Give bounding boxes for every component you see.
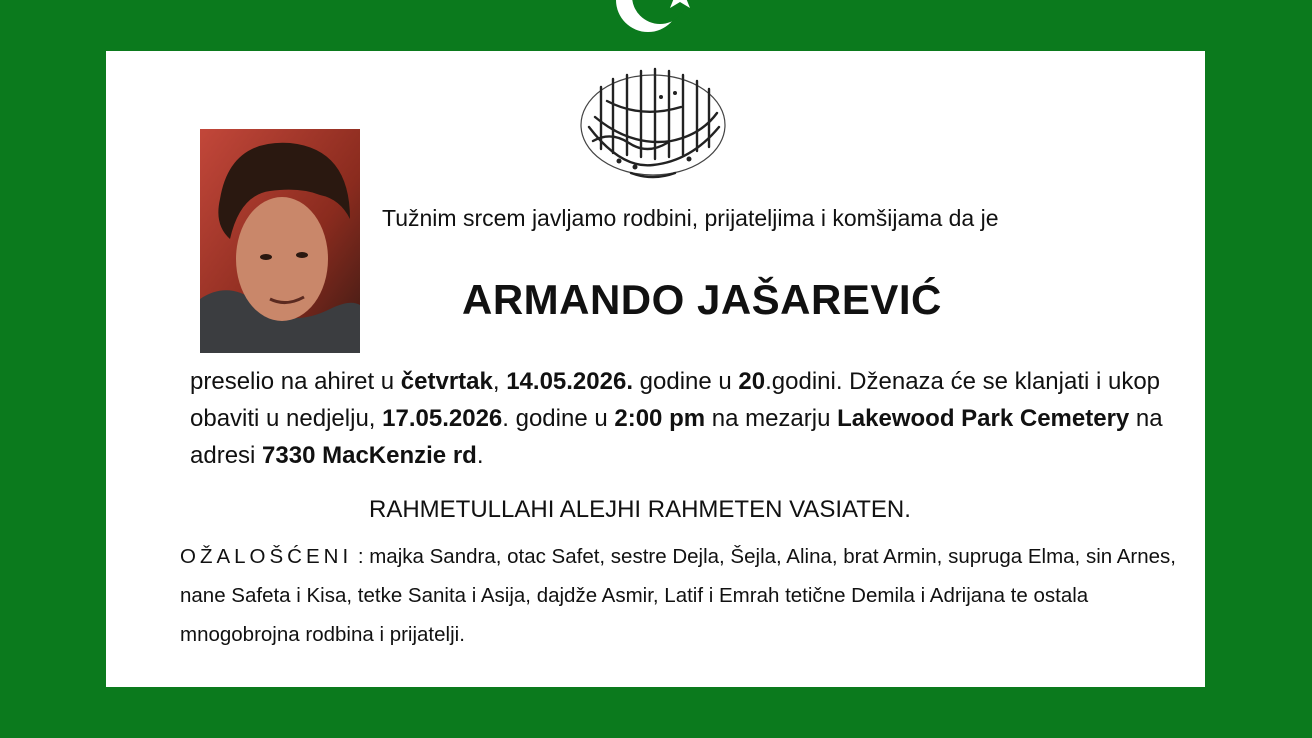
- deceased-name: ARMANDO JAŠAREVIĆ: [462, 276, 942, 323]
- details-bold-segment: 2:00 pm: [614, 405, 706, 432]
- prayer-line: RAHMETULLAHI ALEJHI RAHMETEN VASIATEN.: [369, 496, 911, 523]
- mourners-label: OŽALOŠĆENI: [180, 545, 353, 568]
- portrait-photo: [200, 129, 360, 353]
- mourners-text: : majka Sandra, otac Safet, sestre Dejla, Šejla, Alina, brat Armin, supruga Elma, sin Arnes, nane Safeta i Kisa, tetke Sanita i Asija, dajdže Asmir, Latif i Emrah tetične Demila i Adrijana te ostala mnogobrojna rodbina i prijatelji.: [180, 545, 1176, 646]
- obituary-card: [106, 51, 1205, 687]
- arabic-calligraphy-icon: [571, 57, 736, 187]
- mourners-list: [180, 537, 1190, 654]
- details-segment: .godini. Dženaza će se klanjati i ukop obaviti u nedjelju,: [190, 368, 1161, 432]
- crescent-star-icon: [600, 0, 710, 40]
- details-segment: na mezarju: [705, 405, 838, 432]
- details-segment: .: [476, 442, 484, 469]
- details-segment: . godine u: [502, 405, 615, 432]
- details-segment: godine u: [633, 368, 739, 395]
- details-segment: preselio na ahiret u: [190, 368, 401, 395]
- details-bold-segment: 17.05.2026: [382, 405, 503, 432]
- details-segment: na adresi: [190, 405, 1163, 469]
- details-bold-segment: 7330 MacKenzie rd: [262, 442, 477, 469]
- details-bold-segment: 20: [738, 368, 766, 395]
- details-bold-segment: 14.05.2026.: [506, 368, 633, 395]
- details-bold-segment: Lakewood Park Cemetery: [837, 405, 1130, 432]
- details-segment: ,: [492, 368, 507, 395]
- details-bold-segment: četvrtak: [400, 368, 493, 395]
- funeral-details: [190, 363, 1190, 474]
- intro-text: Tužnim srcem javljamo rodbini, prijateljima i komšijama da je: [382, 205, 999, 231]
